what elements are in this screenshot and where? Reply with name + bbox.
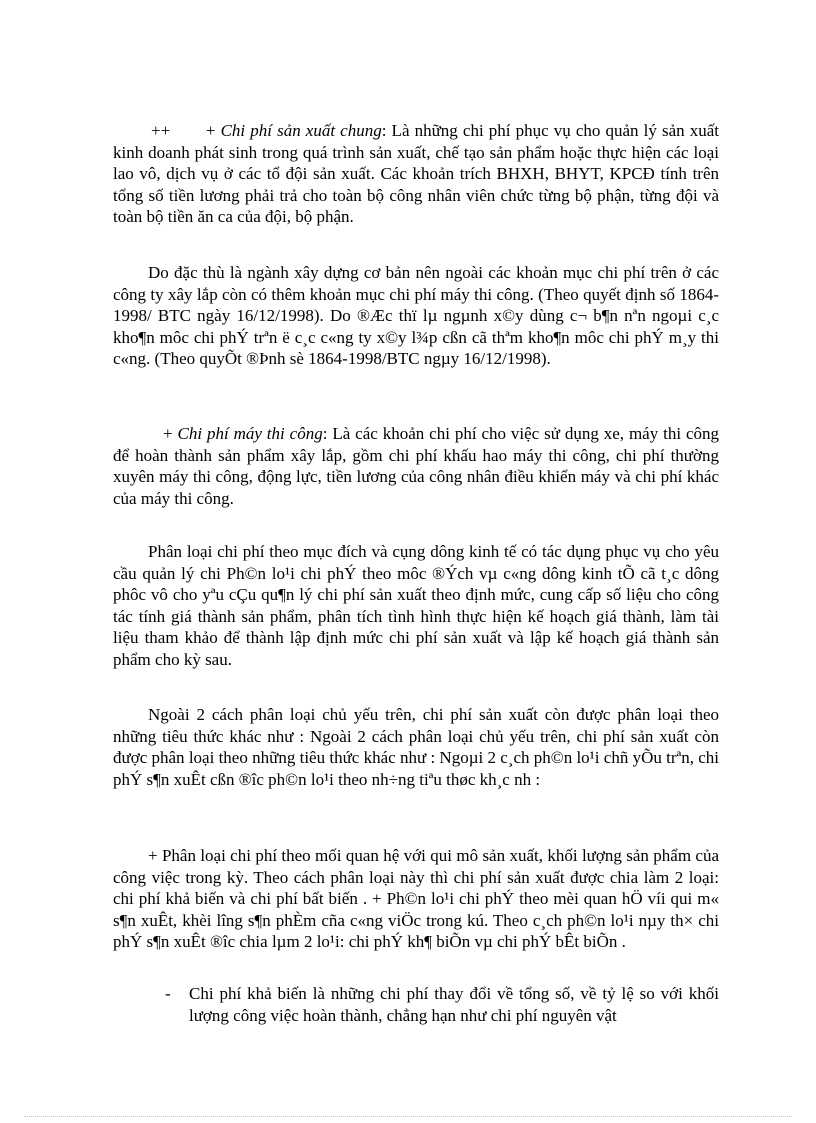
paragraph-text: : Là những chi phí phục vụ cho quản lý sản xuất kinh doanh phát sinh trong quá trình sản xuất, chế tạo sản phẩm hoặc thực hiện các loại lao vô, dịch vụ ở các tổ đội sản xuất. Các khoản trích BHXH, BHYT, KPCĐ tính trên tổng số tiền lương phải trả cho toàn bộ công nhân viên chức từng bộ phận, từng đội và toàn bộ tiền ăn ca của đội, bộ phận. xyxy=(113,121,720,226)
bullet-text: Chi phí khả biến là những chi phí thay đổi về tổng số, về tỷ lệ so với khối lượng công việc hoàn thành, chẳng hạn như chi phí nguyên vật xyxy=(189,984,719,1025)
paragraph-other-criteria xyxy=(113,704,719,790)
paragraph-classification-purpose xyxy=(113,541,719,670)
paragraph-machine-cost xyxy=(113,423,719,509)
paragraph-text: Ngoài 2 cách phân loại chủ yếu trên, chi phí sản xuất còn được phân loại theo những tiêu thức khác như : Ngoài 2 cách phân loại chủ yếu trên, chi phí sản xuất còn được phân loại theo những tiêu thức khác như : Ngoµi 2 c¸ch ph©n lo¹i chñ yÕu trªn, chi phÝ s¶n xuÊt cßn ®îc ph©n lo¹i theo nh÷ng tiªu thøc kh¸c nh : xyxy=(113,705,719,789)
paragraph-heading: Chi phí sản xuất chung xyxy=(220,121,382,140)
paragraph-general-production-cost xyxy=(113,120,719,228)
paragraph-scale-relation xyxy=(113,845,719,953)
paragraph-text: : Là các khoản chi phí cho việc sử dụng xe, máy thi công để hoàn thành sản phẩm xây lắp, gồm chi phí khấu hao máy thi công, chi phí thường xuyên máy thi công, động lực, tiền lương của công nhân điều khiển máy và chi phí khác của máy thi công. xyxy=(113,424,720,508)
paragraph-text: + Phân loại chi phí theo mối quan hệ với qui mô sản xuất, khối lượng sản phẩm của công việc trong kỳ. Theo cách phân loại này thì chi phí sản xuất được chia làm 2 loại: chi phí khả biến và chi phí bất biến . + Ph©n lo¹i chi phÝ theo mèi quan hÖ víi qui m« s¶n xuÊt, khèi lîng s¶n phÈm cña c«ng viÖc trong kú. Theo c¸ch ph©n lo¹i nµy th× chi phÝ s¶n xuÊt ®îc chia lµm 2 lo¹i: chi phÝ kh¶ biÕn vµ chi phÝ bÊt biÕn . xyxy=(113,846,719,951)
bullet-variable-cost xyxy=(165,983,719,1026)
paragraph-heading: Chi phí máy thi công xyxy=(177,424,323,443)
paragraph-text: Do đặc thù là ngành xây dựng cơ bản nên ngoài các khoản mục chi phí trên ở các công ty xây lắp còn có thêm khoản mục chi phí máy thi công. (Theo quyết định số 1864-1998/ BTC ngày 16/12/1998). Do ®Æc thï lµ ngµnh x©y dùng c¬ b¶n nªn ngoµi c¸c kho¶n môc chi phÝ trªn ë c¸c c«ng ty x©y l¾p cßn cã thªm kho¶n môc chi phÝ m¸y thi c«ng. (Theo quyÕt ®Þnh sè 1864-1998/BTC ngµy 16/12/1998). xyxy=(113,263,719,368)
paragraph-construction-characteristics xyxy=(113,262,719,370)
bullet-dash: - xyxy=(165,984,171,1003)
paragraph-text: Phân loại chi phí theo mục đích và cụng dông kinh tế có tác dụng phục vụ cho yêu cầu quản lý chi Ph©n lo¹i chi phÝ theo môc ®Ých vµ c«ng dông kinh tÕ cã t¸c dông phôc vô cho yªu cÇu qu¶n lý chi phí sản xuất theo định mức, cung cấp số liệu cho công tác tính giá thành sản phẩm, phân tích tình hình thực hiện kế hoạch giá thành, làm tài liệu tham khảo để thành lập định mức chi phí sản xuất và lập kế hoạch giá thành sản phẩm cho kỳ sau. xyxy=(113,542,719,669)
paragraph-prefix: + xyxy=(163,424,178,443)
paragraph-prefix: ++ + xyxy=(151,121,221,140)
page-bottom-border xyxy=(24,1116,792,1117)
